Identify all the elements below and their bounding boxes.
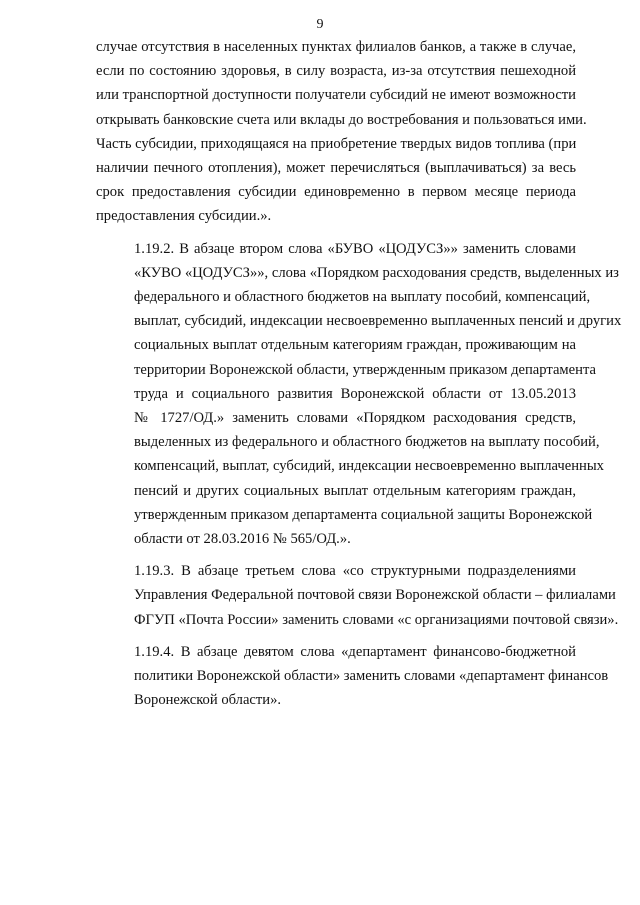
text-line: территории Воронежской области, утвержденным приказом департамента	[134, 361, 596, 378]
page-number: 9	[316, 17, 324, 32]
text-line: области от 28.03.2016 № 565/ОД.».	[134, 531, 351, 548]
text-line: 1.19.2. В абзаце втором слова «БУВО «ЦОДУСЗ»» заменить словами	[134, 240, 576, 257]
paragraph-1-19-4	[96, 640, 609, 713]
text-line: Часть субсидии, приходящаяся на приобретение твердых видов топлива (при	[96, 135, 577, 152]
text-line: 1.19.3. В абзаце третьем слова «со структурными подразделениями	[134, 563, 576, 580]
text-line: № 1727/ОД.» заменить словами «Порядком расходования средств,	[134, 410, 576, 427]
text-line: Воронежской области».	[134, 692, 282, 709]
text-line: если по состоянию здоровья, в силу возраста, из-за отсутствия пешеходной	[96, 63, 576, 80]
document-body	[96, 35, 622, 712]
text-line: труда и социального развития Воронежской области от 13.05.2013	[134, 385, 576, 402]
text-line: «КУВО «ЦОДУСЗ»», слова «Порядком расходования средств, выделенных из	[134, 264, 619, 281]
text-line: пенсий и других социальных выплат отдельным категориям граждан,	[134, 482, 576, 499]
text-line: срок предоставления субсидии единовременно в первом месяце периода	[96, 184, 576, 201]
text-line: компенсаций, выплат, субсидий, индексации несвоевременно выплаченных	[134, 458, 604, 475]
paragraph-1-19-2	[96, 237, 622, 552]
text-line: федерального и областного бюджетов на выплату пособий, компенсаций,	[134, 289, 591, 306]
text-line: или транспортной доступности получатели субсидий не имеют возможности	[96, 87, 576, 104]
text-line: политики Воронежской области» заменить словами «департамент финансов	[134, 668, 609, 685]
text-line: утвержденным приказом департамента социальной защиты Воронежской	[134, 506, 593, 523]
text-line: выплат, субсидий, индексации несвоевременно выплаченных пенсий и других	[134, 313, 622, 330]
text-line: предоставления субсидии.».	[96, 208, 272, 225]
text-line: случае отсутствия в населенных пунктах филиалов банков, а также в случае,	[96, 39, 576, 55]
text-line: открывать банковские счета или вклады до востребования и пользоваться ими.	[96, 111, 587, 128]
text-line: социальных выплат отдельным категориям граждан, проживающим на	[134, 337, 576, 354]
text-line: Управления Федеральной почтовой связи Воронежской области – филиалами	[134, 587, 616, 604]
text-line: наличии печного отопления), может перечисляться (выплачиваться) за весь	[96, 160, 576, 177]
text-line: 1.19.4. В абзаце девятом слова «департамент финансово-бюджетной	[134, 643, 576, 660]
paragraph-1-19-3	[96, 559, 619, 632]
paragraph-continuation	[96, 35, 587, 229]
text-line: выделенных из федерального и областного бюджетов на выплату пособий,	[134, 434, 600, 451]
text-line: ФГУП «Почта России» заменить словами «с организациями почтовой связи».	[134, 611, 619, 628]
